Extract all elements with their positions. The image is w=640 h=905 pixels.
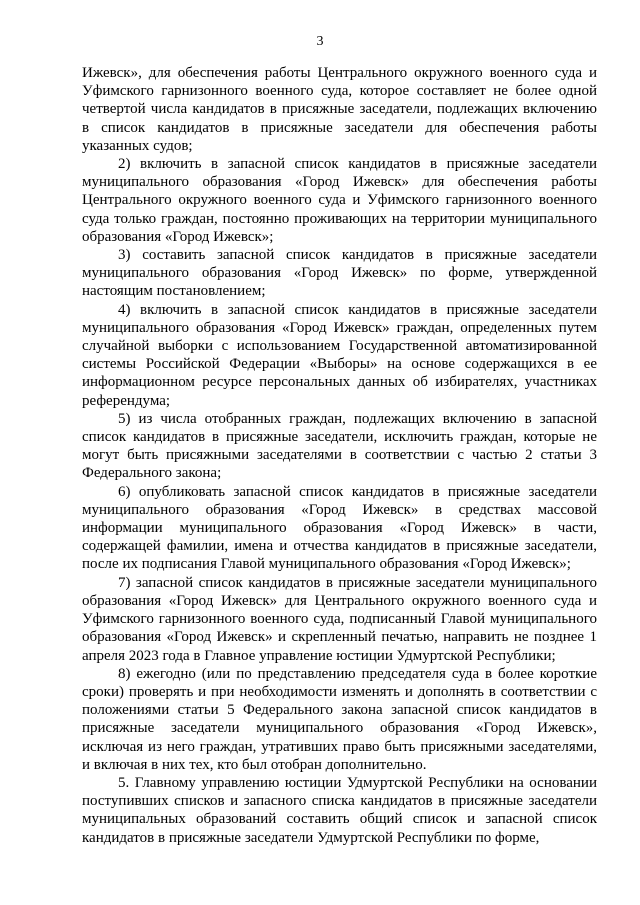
body-text bbox=[82, 64, 597, 847]
paragraph: 3) составить запасной список кандидатов в присяжные заседатели муниципального образования «Город Ижевск» по форме, утвержденной настоящим постановлением; bbox=[82, 247, 597, 300]
paragraph: 4) включить в запасной список кандидатов в присяжные заседатели муниципального образования «Город Ижевск» граждан, определенных путем случайной выборки с использованием Государственной автоматизированной системы Российской Федерации «Выборы» на основе содержащихся в ее информационном ресурсе персональных данных об избирателях, участниках референдума; bbox=[82, 301, 597, 409]
paragraph: Ижевск», для обеспечения работы Центрального окружного военного суда и Уфимского гарнизонного военного суда, которое составляет не более одной четвертой числа кандидатов в присяжные заседатели, подлежащих включению в список кандидатов в присяжные заседатели для обеспечения работы указанных судов; bbox=[82, 65, 597, 154]
paragraph: 6) опубликовать запасной список кандидатов в присяжные заседатели муниципального образования «Город Ижевск» в средствах массовой информации муниципального образования «Город Ижевск» в части, содержащей фамилии, имена и отчества кандидатов в присяжные заседатели, после их подписания Главой муниципального образования «Город Ижевск»; bbox=[82, 483, 597, 573]
paragraph: 5. Главному управлению юстиции Удмуртской Республики на основании поступивших списков и запасного списка кандидатов в присяжные заседатели муниципальных образований составить общий список и запасной список кандидатов в присяжные заседатели Удмуртской Республики по форме, bbox=[82, 774, 597, 846]
page-number: 3 bbox=[316, 34, 324, 49]
paragraph: 8) ежегодно (или по представлению председателя суда в более короткие сроки) проверять и при необходимости изменять и дополнять в соответствии с положениями статьи 5 Федерального закона запасной список кандидатов в присяжные заседатели муниципального образования «Город Ижевск», исключая из него граждан, утративших право быть присяжными заседателями, и включая в них тех, кто был отобран дополнительно. bbox=[82, 665, 597, 773]
paragraph: 2) включить в запасной список кандидатов в присяжные заседатели муниципального образования «Город Ижевск» для обеспечения работы Центрального окружного военного суда и Уфимского гарнизонного военного суда только граждан, постоянно проживающих на территории муниципального образования «Город Ижевск»; bbox=[82, 156, 597, 245]
paragraph: 5) из числа отобранных граждан, подлежащих включению в запасной список кандидатов в присяжные заседатели, исключить граждан, которые не могут быть присяжными заседателями в соответствии с частью 2 статьи 3 Федерального закона; bbox=[82, 410, 597, 482]
paragraph: 7) запасной список кандидатов в присяжные заседатели муниципального образования «Город Ижевск» для Центрального окружного военного суда и Уфимского гарнизонного военного суда, подписанный Главой муниципального образования «Город Ижевск» и скрепленный печатью, направить не позднее 1 апреля 2023 года в Главное управление юстиции Удмуртской Республики; bbox=[82, 574, 597, 664]
